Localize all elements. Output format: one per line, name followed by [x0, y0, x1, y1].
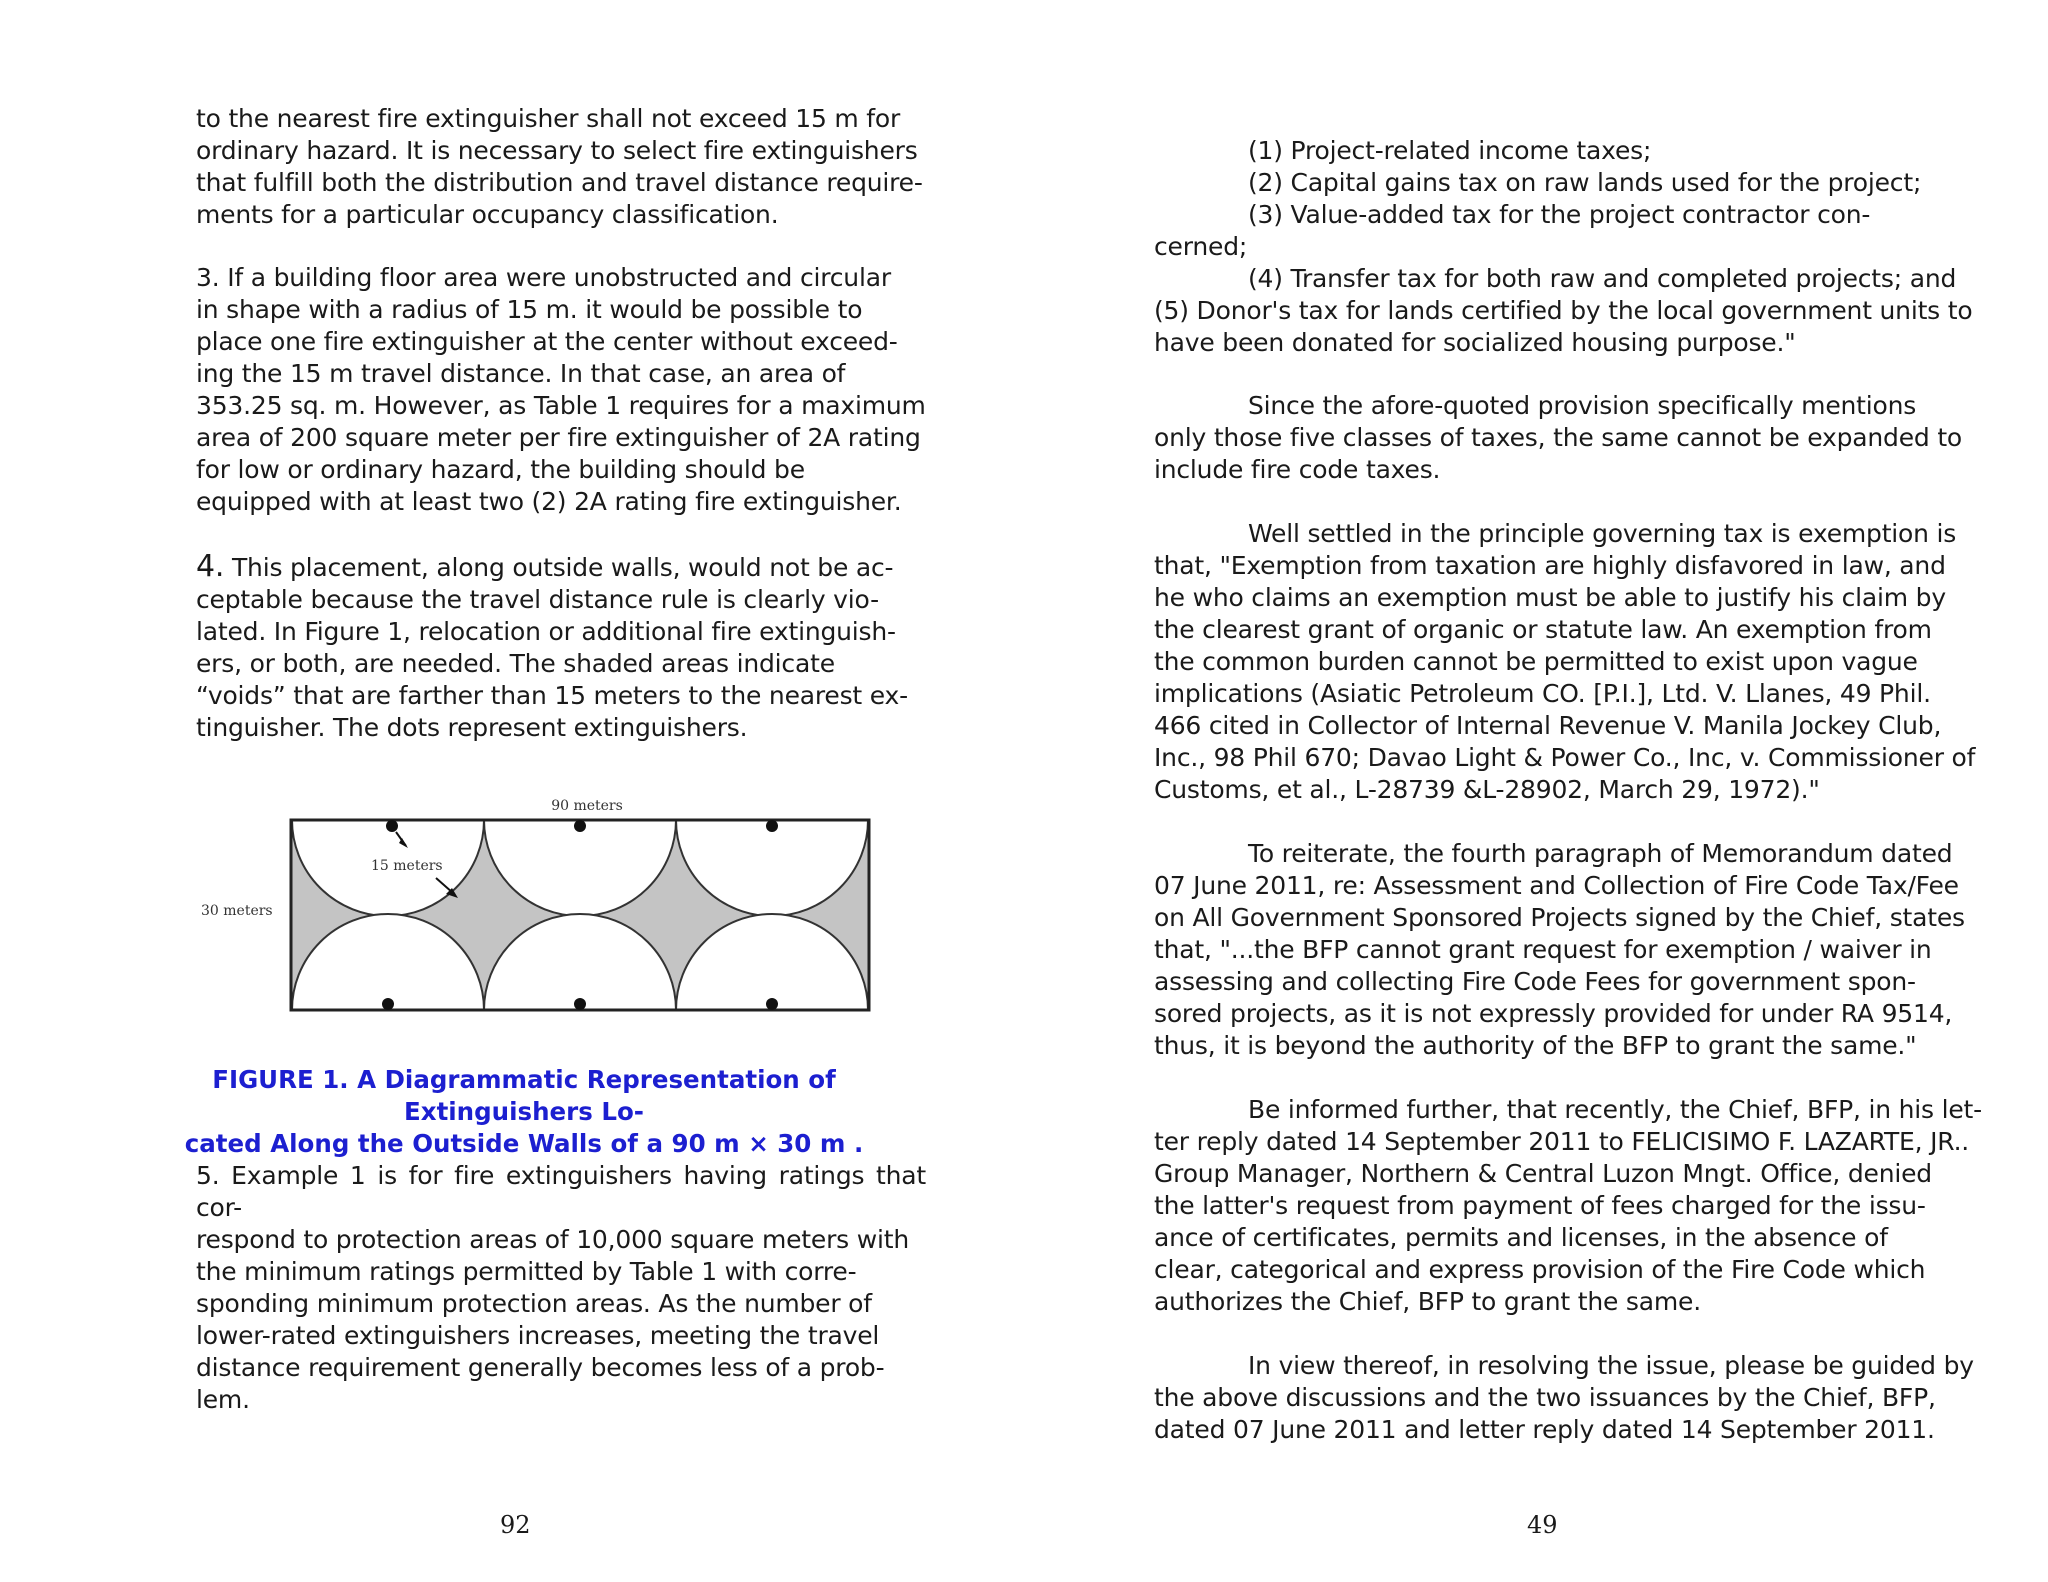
- text-line: Well settled in the principle governing tax is exemption is: [1248, 519, 1957, 548]
- paragraph-reiterate: [1154, 838, 1986, 1062]
- paragraph-continuation: [196, 103, 926, 231]
- extinguisher-dot: [574, 998, 586, 1010]
- text-line: place one fire extinguisher at the center without exceed-: [196, 327, 898, 356]
- text-line: Customs, et al., L-28739 &L-28902, March 29, 1972).": [1154, 775, 1820, 804]
- radius-label: 15 meters: [371, 858, 443, 874]
- text-line: on All Government Sponsored Projects signed by the Chief, states: [1154, 903, 1965, 932]
- text-line: the latter's request from payment of fees charged for the issu-: [1154, 1191, 1926, 1220]
- text-line: he who claims an exemption must be able to justify his claim by: [1154, 583, 1946, 612]
- text-line: In view thereof, in resolving the issue, please be guided by: [1248, 1351, 1974, 1380]
- list-item: (1) Project-related income taxes;: [1248, 136, 1652, 165]
- text-line: 466 cited in Collector of Internal Revenue V. Manila Jockey Club,: [1154, 711, 1942, 740]
- text-line: ance of certificates, permits and licenses, in the absence of: [1154, 1223, 1888, 1252]
- text-line: that, "Exemption from taxation are highly disfavored in law, and: [1154, 551, 1946, 580]
- extinguisher-dot: [574, 820, 586, 832]
- text-line: ers, or both, are needed. The shaded areas indicate: [196, 649, 835, 678]
- paragraph-well-settled: [1154, 518, 1986, 806]
- text-line: Be informed further, that recently, the Chief, BFP, in his let-: [1248, 1095, 1982, 1124]
- tax-list-paragraph: [1154, 135, 1986, 359]
- text-line: 5. Example 1 is for fire extinguishers having ratings that cor-: [196, 1161, 926, 1222]
- text-line: to the nearest fire extinguisher shall not exceed 15 m for: [196, 104, 901, 133]
- text-line: sponding minimum protection areas. As the number of: [196, 1289, 872, 1318]
- paragraph-in-view: [1154, 1350, 1986, 1446]
- extinguisher-dot: [382, 998, 394, 1010]
- text-line: implications (Asiatic Petroleum CO. [P.I.], Ltd. V. Llanes, 49 Phil.: [1154, 679, 1931, 708]
- text-line: 353.25 sq. m. However, as Table 1 requires for a maximum: [196, 391, 926, 420]
- paragraph-informed: [1154, 1094, 1986, 1318]
- text-line: lem.: [196, 1385, 250, 1414]
- extinguisher-placement-figure: [196, 788, 896, 1018]
- text-line: authorizes the Chief, BFP to grant the same.: [1154, 1287, 1701, 1316]
- page-number: 92: [500, 1511, 531, 1539]
- text-line: respond to protection areas of 10,000 square meters with: [196, 1225, 909, 1254]
- text-line: ter reply dated 14 September 2011 to FELICISIMO F. LAZARTE, JR..: [1154, 1127, 1970, 1156]
- width-label: 90 meters: [551, 798, 623, 814]
- text-line: ing the 15 m travel distance. In that case, an area of: [196, 359, 846, 388]
- text-line: clear, categorical and express provision of the Fire Code which: [1154, 1255, 1926, 1284]
- text-line: ments for a particular occupancy classification.: [196, 200, 779, 229]
- paragraph-since: [1154, 390, 1986, 486]
- text-line: the clearest grant of organic or statute law. An exemption from: [1154, 615, 1932, 644]
- page-number: 49: [1527, 1511, 1558, 1539]
- caption-line: cated Along the Outside Walls of a 90 m × 30 m .: [184, 1129, 864, 1158]
- text-line: dated 07 June 2011 and letter reply dated 14 September 2011.: [1154, 1415, 1935, 1444]
- text-line: for low or ordinary hazard, the building should be: [196, 455, 805, 484]
- text-line: only those five classes of taxes, the same cannot be expanded to: [1154, 423, 1963, 452]
- list-item: (2) Capital gains tax on raw lands used for the project;: [1248, 168, 1922, 197]
- text-line: lower-rated extinguishers increases, meeting the travel: [196, 1321, 880, 1350]
- text-line: the above discussions and the two issuances by the Chief, BFP,: [1154, 1383, 1936, 1412]
- text-line: that, "...the BFP cannot grant request for exemption / waiver in: [1154, 935, 1932, 964]
- paragraph-number: 4.: [196, 549, 225, 584]
- text-line: equipped with at least two (2) 2A rating fire extinguisher.: [196, 487, 902, 516]
- text-line: ceptable because the travel distance rule is clearly vio-: [196, 585, 879, 614]
- figure-caption: [124, 1064, 924, 1160]
- list-item: (3) Value-added tax for the project contractor con-: [1248, 200, 1871, 229]
- text-line: Inc., 98 Phil 670; Davao Light & Power Co., Inc, v. Commissioner of: [1154, 743, 1976, 772]
- text-line: assessing and collecting Fire Code Fees for government spon-: [1154, 967, 1916, 996]
- list-item: (4) Transfer tax for both raw and completed projects; and: [1248, 264, 1957, 293]
- text-line: To reiterate, the fourth paragraph of Memorandum dated: [1248, 839, 1953, 868]
- text-line: the minimum ratings permitted by Table 1 with corre-: [196, 1257, 857, 1286]
- text-line: sored projects, as it is not expressly provided for under RA 9514,: [1154, 999, 1953, 1028]
- text-line: ordinary hazard. It is necessary to select fire extinguishers: [196, 136, 918, 165]
- extinguisher-dot: [386, 820, 398, 832]
- text-line: that fulfill both the distribution and travel distance require-: [196, 168, 923, 197]
- text-line: area of 200 square meter per fire extinguisher of 2A rating: [196, 423, 921, 452]
- height-label: 30 meters: [201, 903, 273, 919]
- text-line: 3. If a building floor area were unobstructed and circular: [196, 263, 891, 292]
- text-line: tinguisher. The dots represent extinguishers.: [196, 713, 748, 742]
- text-line: “voids” that are farther than 15 meters to the nearest ex-: [196, 681, 908, 710]
- text-line: 07 June 2011, re: Assessment and Collection of Fire Code Tax/Fee: [1154, 871, 1959, 900]
- text-line: in shape with a radius of 15 m. it would be possible to: [196, 295, 863, 324]
- extinguisher-dot: [766, 820, 778, 832]
- paragraph-5: [196, 1160, 926, 1416]
- text-line: This placement, along outside walls, would not be ac-: [224, 553, 894, 582]
- caption-line: FIGURE 1. A Diagrammatic Representation of Extinguishers Lo-: [212, 1065, 836, 1126]
- text-line: include fire code taxes.: [1154, 455, 1441, 484]
- paragraph-4: [196, 551, 926, 744]
- text-line: have been donated for socialized housing purpose.": [1154, 328, 1796, 357]
- text-line: distance requirement generally becomes less of a prob-: [196, 1353, 885, 1382]
- text-line: thus, it is beyond the authority of the BFP to grant the same.": [1154, 1031, 1917, 1060]
- extinguisher-dot: [766, 998, 778, 1010]
- text-line: lated. In Figure 1, relocation or additional fire extinguish-: [196, 617, 896, 646]
- list-item: (5) Donor's tax for lands certified by the local government units to: [1154, 296, 1973, 325]
- text-line: Since the afore-quoted provision specifically mentions: [1248, 391, 1917, 420]
- text-line: the common burden cannot be permitted to exist upon vague: [1154, 647, 1918, 676]
- text-line: Group Manager, Northern & Central Luzon Mngt. Office, denied: [1154, 1159, 1932, 1188]
- text-line: cerned;: [1154, 232, 1248, 261]
- paragraph-3: [196, 262, 926, 518]
- right-page: [1024, 0, 2048, 1582]
